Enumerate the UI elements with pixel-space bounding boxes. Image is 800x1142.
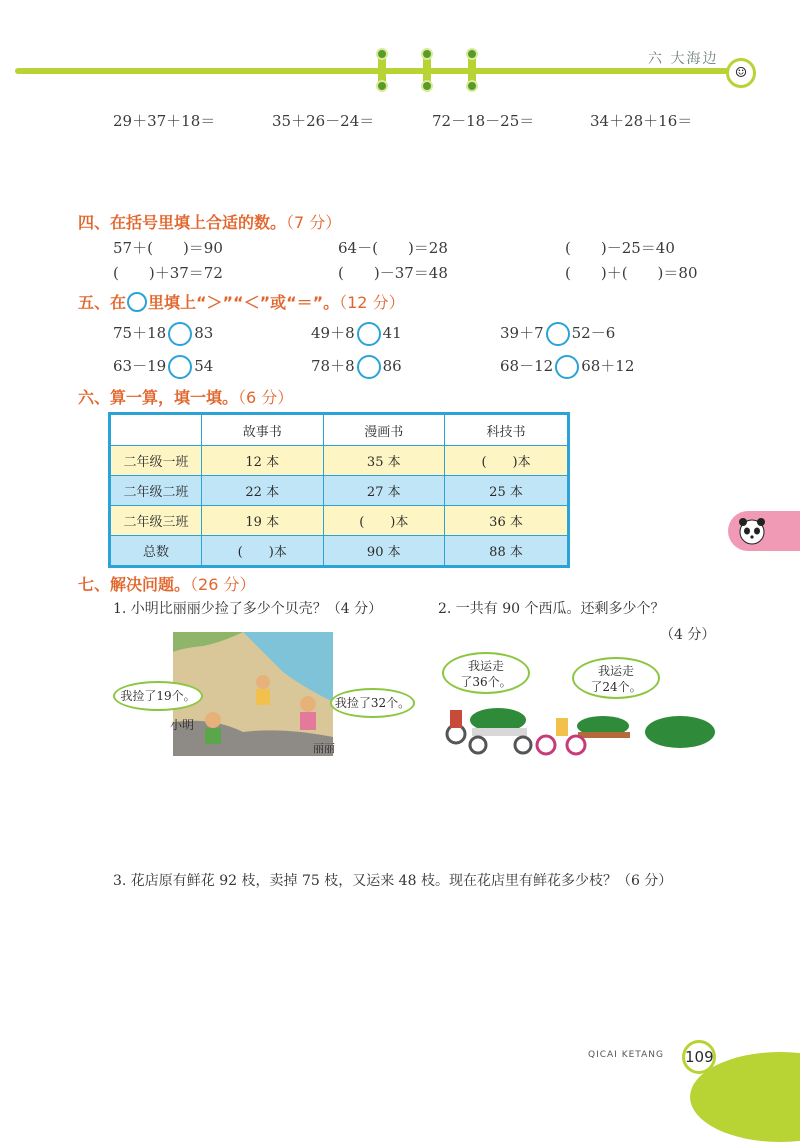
binder-clip-icon xyxy=(378,52,386,88)
compare-answer-circle[interactable] xyxy=(168,322,192,346)
table-cell: 二年级三班 xyxy=(110,506,202,536)
page-number: 109 xyxy=(682,1040,716,1074)
books-table xyxy=(108,412,570,568)
compare-right: 86 xyxy=(382,357,402,375)
table-cell: 27 本 xyxy=(323,476,445,506)
equation: 72－18－25＝ xyxy=(432,112,535,130)
compare-answer-circle[interactable] xyxy=(357,355,381,379)
compare-answer-circle[interactable] xyxy=(168,355,192,379)
speech-bubble xyxy=(442,652,530,694)
table-cell: 总数 xyxy=(110,536,202,567)
table-header-cell xyxy=(110,414,202,446)
table-cell: 25 本 xyxy=(445,476,569,506)
table-cell-blank[interactable]: ( )本 xyxy=(323,506,445,536)
bubble-text: 我捡了19个。 xyxy=(120,689,196,703)
table-cell: 90 本 xyxy=(323,536,445,567)
fill-blank-item: ( )＋( )＝80 xyxy=(565,264,698,282)
table-header-cell: 科技书 xyxy=(445,414,569,446)
compare-item xyxy=(113,322,213,346)
section-title-text: 七、解决问题。 xyxy=(78,575,191,594)
binder-clip-icon xyxy=(468,52,476,88)
bubble-text: 我运走 xyxy=(597,664,634,678)
side-tab-panda-icon xyxy=(728,511,800,551)
bubble-text: 了36个。 xyxy=(460,675,512,689)
section-title-text: 四、在括号里填上合适的数。 xyxy=(78,213,287,232)
section5-title xyxy=(78,290,405,313)
compare-item xyxy=(311,322,402,346)
compare-right: 41 xyxy=(382,324,402,342)
compare-right: 52－6 xyxy=(571,324,616,342)
character-name: 丽丽 xyxy=(313,742,335,755)
table-cell-blank[interactable]: ( )本 xyxy=(445,446,569,476)
compare-item xyxy=(113,355,213,379)
section-title-text: 里填上“＞”“＜”或“＝”。 xyxy=(148,293,340,312)
character-name: 小明 xyxy=(170,718,195,732)
compare-left: 68－12 xyxy=(500,357,554,375)
table-row xyxy=(110,536,569,567)
compare-left: 49＋8 xyxy=(311,324,355,342)
question-3: 3. 花店原有鲜花 92 枝，卖掉 75 枝，又运来 48 枝。现在花店里有鲜花多少枝？（6 分） xyxy=(113,873,673,889)
speech-bubble xyxy=(330,688,415,718)
section-points: （7 分） xyxy=(286,213,342,232)
compare-answer-circle[interactable] xyxy=(357,322,381,346)
section7-title xyxy=(78,572,255,595)
section-points: （12 分） xyxy=(339,293,405,312)
speech-bubble xyxy=(572,657,660,699)
compare-left: 39＋7 xyxy=(500,324,544,342)
table-cell: 88 本 xyxy=(445,536,569,567)
circle-icon xyxy=(127,292,147,312)
bubble-text: 我捡了32个。 xyxy=(334,696,411,710)
compare-left: 75＋18 xyxy=(113,324,167,342)
question-2: 2. 一共有 90 个西瓜。还剩多少个？ xyxy=(438,601,665,617)
table-cell: 22 本 xyxy=(202,476,324,506)
fill-blank-item: ( )＋37＝72 xyxy=(113,264,223,282)
bubble-text: 了24个。 xyxy=(590,680,642,694)
binder-clip-icon xyxy=(423,52,431,88)
table-row xyxy=(110,506,569,536)
compare-answer-circle[interactable] xyxy=(555,355,579,379)
table-cell-blank[interactable]: ( )本 xyxy=(202,536,324,567)
equation: 29＋37＋18＝ xyxy=(113,112,216,130)
section-points: （26 分） xyxy=(190,575,256,594)
compare-right: 54 xyxy=(194,357,214,375)
compare-item xyxy=(311,355,402,379)
table-row xyxy=(110,446,569,476)
compare-answer-circle[interactable] xyxy=(546,322,570,346)
table-cell: 二年级二班 xyxy=(110,476,202,506)
table-header-row xyxy=(110,414,569,446)
table-header-cell: 漫画书 xyxy=(323,414,445,446)
compare-left: 78＋8 xyxy=(311,357,355,375)
equation: 34＋28＋16＝ xyxy=(590,112,693,130)
equation: 35＋26－24＝ xyxy=(272,112,375,130)
table-cell: 二年级一班 xyxy=(110,446,202,476)
fill-blank-item: ( )－25＝40 xyxy=(565,239,675,257)
speech-bubble xyxy=(113,681,203,711)
section6-title xyxy=(78,385,293,408)
table-cell: 19 本 xyxy=(202,506,324,536)
section-points: （6 分） xyxy=(238,388,294,407)
bubble-text: 我运走 xyxy=(467,659,504,673)
fill-blank-item: ( )－37＝48 xyxy=(338,264,448,282)
table-cell: 12 本 xyxy=(202,446,324,476)
compare-right: 68＋12 xyxy=(581,357,635,375)
footer-brand: QICAI KETANG xyxy=(588,1050,664,1060)
unit-logo-icon: ☺ xyxy=(726,58,756,88)
header-bar xyxy=(15,68,739,74)
compare-right: 83 xyxy=(194,324,214,342)
section-title-text: 五、在 xyxy=(78,293,127,312)
table-cell: 36 本 xyxy=(445,506,569,536)
table-header-cell: 故事书 xyxy=(202,414,324,446)
question-2-points: （4 分） xyxy=(660,627,716,643)
table-row xyxy=(110,476,569,506)
section-title-text: 六、算一算，填一填。 xyxy=(78,388,239,407)
table-cell: 35 本 xyxy=(323,446,445,476)
question-1: 1. 小明比丽丽少捡了多少个贝壳？（4 分） xyxy=(113,601,383,617)
fill-blank-item: 64－( )＝28 xyxy=(338,239,448,257)
unit-label: 六 大海边 xyxy=(648,51,719,67)
watermelon-illustration xyxy=(438,690,723,760)
compare-item xyxy=(500,355,634,379)
section4-title xyxy=(78,210,341,233)
compare-item xyxy=(500,322,615,346)
fill-blank-item: 57＋( )＝90 xyxy=(113,239,223,257)
compare-left: 63－19 xyxy=(113,357,167,375)
